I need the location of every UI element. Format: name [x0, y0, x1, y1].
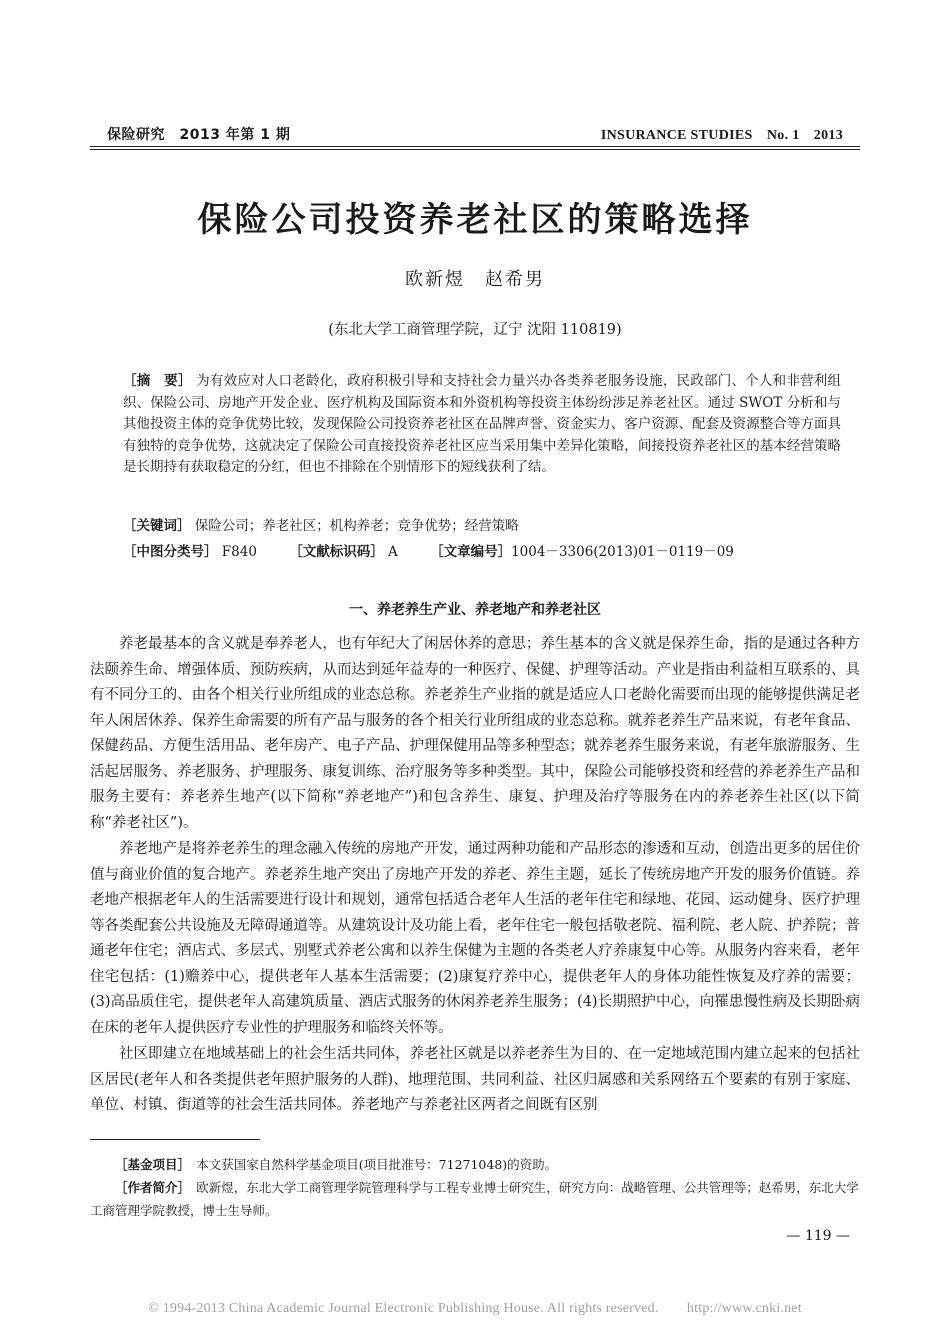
doc-code-value: A — [388, 544, 398, 560]
body-text — [90, 632, 860, 1120]
author-bio-text: 欧新煜，东北大学工商管理学院管理科学与工程专业博士研究生，研究方向：战略管理、公共管理等；赵希男，东北大学工商管理学院教授，博士生导师。 — [90, 1180, 859, 1218]
author-affiliation: (东北大学工商管理学院，辽宁 沈阳 110819) — [328, 322, 622, 338]
footnotes — [90, 1153, 860, 1222]
keywords-text: 保险公司；养老社区；机构养老；竞争优势；经营策略 — [194, 518, 519, 534]
doc-code-label: ［文献标识码］ — [289, 544, 384, 560]
funding-note — [90, 1153, 860, 1176]
classification-line — [123, 540, 841, 560]
keywords — [123, 514, 841, 534]
paragraph: 养老最基本的含义就是奉养老人，也有年纪大了闲居休养的意思；养生基本的含义就是保养生命，指的是通过各种方法颐养生命、增强体质、预防疾病，从而达到延年益寿的一种医疗、保健、护理等活动。产业是指由利益相互联系的、具有不同分工的、由各个相关行业所组成的业态总称。养老养生产业指的就是适应人口老龄化需要而出现的能够提供满足老年人闲居休养、保养生命需要的所有产品与服务的各个相关行业所组成的业态总称。就养老养生产品来说，有老年食品、保健药品、方便生活用品、老年房产、电子产品、护理保健用品等多种型态；就养老养生服务来说，有老年旅游服务、生活起居服务、养老服务、护理服务、康复训练、治疗服务等多种类型。其中，保险公司能够投资和经营的养老养生产品和服务主要有：养老养生地产(以下简称“养老地产”)和包含养生、康复、护理及治疗等服务在内的养老养生社区(以下简称“养老社区”)。 — [90, 636, 860, 831]
copyright-watermark: © 1994-2013 China Academic Journal Electronic Publishing House. All rights reserved. http://www.cnki.net — [148, 1301, 802, 1316]
header-rule-top — [90, 146, 860, 147]
header-rule-bottom — [90, 149, 860, 150]
paragraph: 养老地产是将养老养生的理念融入传统的房地产开发，通过两种功能和产品形态的渗透和互动，创造出更多的居住价值与商业价值的复合地产。养老养生地产突出了房地产开发的养老、养生主题，延长了传统房地产开发的服务价值链。养老地产根据老年人的生活需要进行设计和规划，通常包括适合老年人生活的老年住宅和绿地、花园、运动健身、医疗护理等各类配套公共设施及无障碍通道等。从建筑设计及功能上看，老年住宅一般包括敬老院、福利院、老人院、护养院；普通老年住宅；酒店式、多层式、别墅式养老公寓和以养生保健为主题的各类老人疗养康复中心等。从服务内容来看，老年住宅包括：(1)赡养中心，提供老年人基本生活需要；(2)康复疗养中心，提供老年人的身体功能性恢复及疗养的需要；(3)高品质住宅，提供老年人高建筑质量、酒店式服务的休闲养老养生服务；(4)长期照护中心，向罹患慢性病及长期卧病在床的老年人提供医疗专业性的护理服务和临终关怀等。 — [90, 841, 860, 1036]
abstract-label: ［摘 要］ — [123, 373, 192, 389]
clc-label: ［中图分类号］ — [123, 544, 218, 560]
article-title: 保险公司投资养老社区的策略选择 — [197, 200, 753, 240]
article-authors: 欧新煜 赵希男 — [405, 269, 545, 290]
footnote-rule — [90, 1139, 260, 1140]
journal-header-left: 保险研究 2013 年第 1 期 — [107, 127, 291, 143]
page-number: — 119 — — [786, 1228, 850, 1244]
funding-text: 本文获国家自然科学基金项目(项目批准号：71271048)的资助。 — [196, 1157, 558, 1172]
journal-header-right: INSURANCE STUDIES No. 1 2013 — [600, 128, 843, 143]
author-bio-note — [90, 1176, 860, 1222]
article-number-value: 1004－3306(2013)01－0119－09 — [511, 544, 734, 560]
paragraph: 社区即建立在地域基础上的社会生活共同体，养老社区就是以养老养生为目的、在一定地域范围内建立起来的包括社区居民(老年人和各类提供老年照护服务的人群)、地理范围、共同利益、社区归属感和关系网络五个要素的有别于家庭、单位、村镇、街道等的社会生活共同体。养老地产与养老社区两者之间既有区别 — [90, 1046, 860, 1113]
author-bio-label: ［作者简介］ — [115, 1180, 184, 1195]
keywords-label: ［关键词］ — [123, 518, 191, 534]
section-heading: 一、养老养生产业、养老地产和养老社区 — [349, 602, 601, 618]
clc-value: F840 — [221, 544, 257, 560]
article-number-label: ［文章编号］ — [430, 544, 512, 560]
abstract-text: 为有效应对人口老龄化，政府积极引导和支持社会力量兴办各类养老服务设施，民政部门、个人和非营利组织、保险公司、房地产开发企业、医疗机构及国际资本和外资机构等投资主体纷纷涉足养老社区。通过 SWOT 分析和与其他投资主体的竞争优势比较，发现保险公司投资养老社区在品牌声誉、资金实力、客户资源、配套及资源整合等方面具有独特的竞争优势，这就决定了保险公司直接投资养老社区应当采用集中差异化策略，间接投资养老社区的基本经营策略是长期持有获取稳定的分红，但也不排除在个别情形下的短线获利了结。 — [123, 373, 842, 476]
abstract — [123, 371, 841, 479]
funding-label: ［基金项目］ — [115, 1157, 184, 1172]
